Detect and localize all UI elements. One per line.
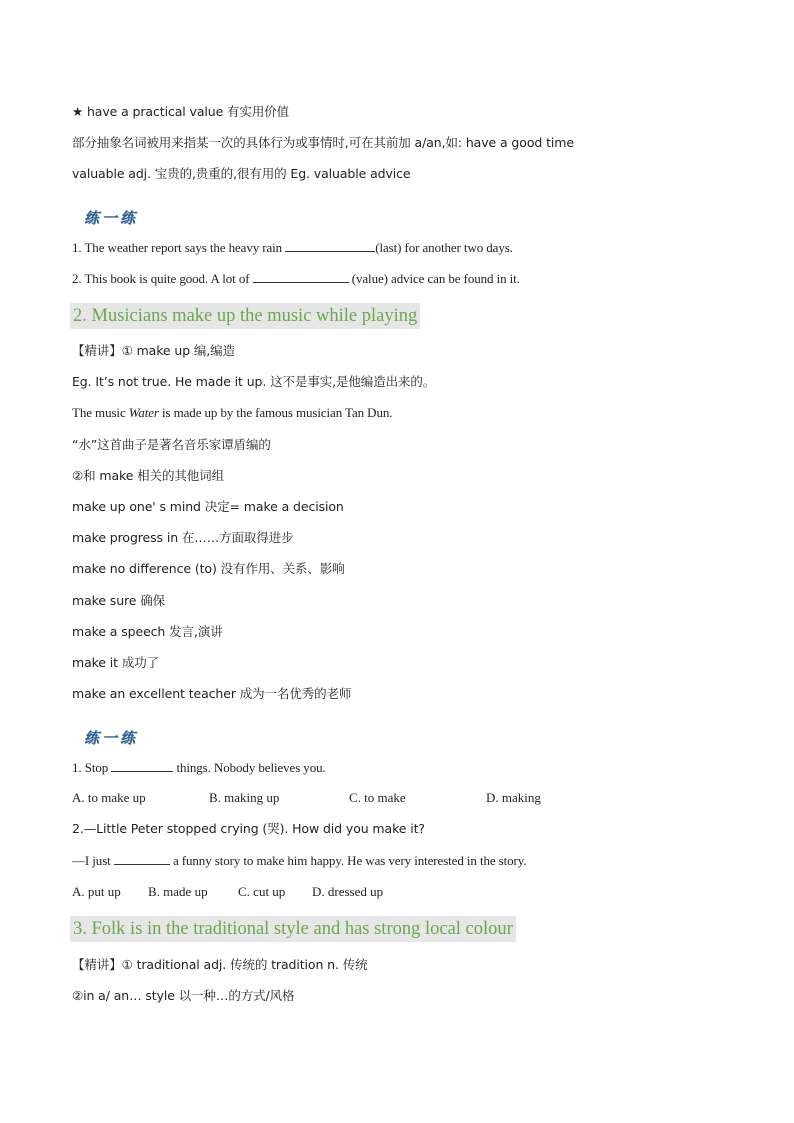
practice2-question2-answer: —I just a funny story to make him happy. He was very interested in the story. [72, 853, 527, 868]
practice2-question1: 1. Stop things. Nobody believes you. [72, 760, 326, 775]
practice1-question2: 2. This book is quite good. A lot of (value) advice can be found in it. [72, 271, 520, 286]
answer-blank[interactable] [114, 852, 170, 865]
example-sentence: The music Water is made up by the famous musician Tan Dun. [72, 405, 393, 420]
option-d[interactable]: D. making [486, 790, 541, 805]
practice-title: 练一练 [84, 209, 139, 227]
abstract-noun-note: 部分抽象名词被用来指某一次的具体行为或事情时,可在其前加 a/an,如: have a good time [72, 135, 574, 150]
example-translation: “水”这首曲子是著名音乐家谭盾编的 [72, 437, 271, 452]
phrase-item: make an excellent teacher 成为一名优秀的老师 [72, 686, 352, 701]
phrase-item: make it 成功了 [72, 655, 160, 670]
phrase-item: make progress in 在……方面取得进步 [72, 530, 294, 545]
answer-blank[interactable] [285, 239, 375, 252]
related-phrases-title: ②和 make 相关的其他词组 [72, 468, 224, 483]
option-b[interactable]: B. made up [148, 884, 208, 899]
option-a[interactable]: A. to make up [72, 790, 146, 805]
answer-blank[interactable] [111, 759, 173, 772]
phrase-item: make a speech 发言,演讲 [72, 624, 223, 639]
section-heading: 2. Musicians make up the music while playing [70, 303, 420, 329]
phrase-item: make sure 确保 [72, 593, 166, 608]
phrase-item: make up one' s mind 决定= make a decision [72, 499, 344, 514]
phrase-item: make no difference (to) 没有作用、关系、影响 [72, 561, 345, 576]
answer-blank[interactable] [253, 270, 349, 283]
valuable-definition: valuable adj. 宝贵的,贵重的,很有用的 Eg. valuable advice [72, 166, 411, 181]
option-c[interactable]: C. cut up [238, 884, 286, 899]
option-b[interactable]: B. making up [209, 790, 280, 805]
practice2-question2: 2.—Little Peter stopped crying (哭). How did you make it? [72, 821, 425, 836]
jingjiang-label: 【精讲】① traditional adj. 传统的 tradition n. 传统 [72, 957, 368, 972]
practice1-question1: 1. The weather report says the heavy rain (last) for another two days. [72, 240, 513, 255]
option-a[interactable]: A. put up [72, 884, 121, 899]
star-line: ★ have a practical value 有实用价值 [72, 104, 290, 119]
option-d[interactable]: D. dressed up [312, 884, 384, 899]
jingjiang-label: 【精讲】① make up 编,编造 [72, 343, 235, 358]
section-heading: 3. Folk is in the traditional style and has strong local colour [70, 916, 516, 942]
practice-title: 练一练 [84, 729, 139, 747]
style-phrase: ②in a/ an… style 以一种…的方式/风格 [72, 988, 295, 1003]
option-c[interactable]: C. to make [349, 790, 406, 805]
example-sentence: Eg. It’s not true. He made it up. 这不是事实,是他编造出来的。 [72, 374, 436, 389]
